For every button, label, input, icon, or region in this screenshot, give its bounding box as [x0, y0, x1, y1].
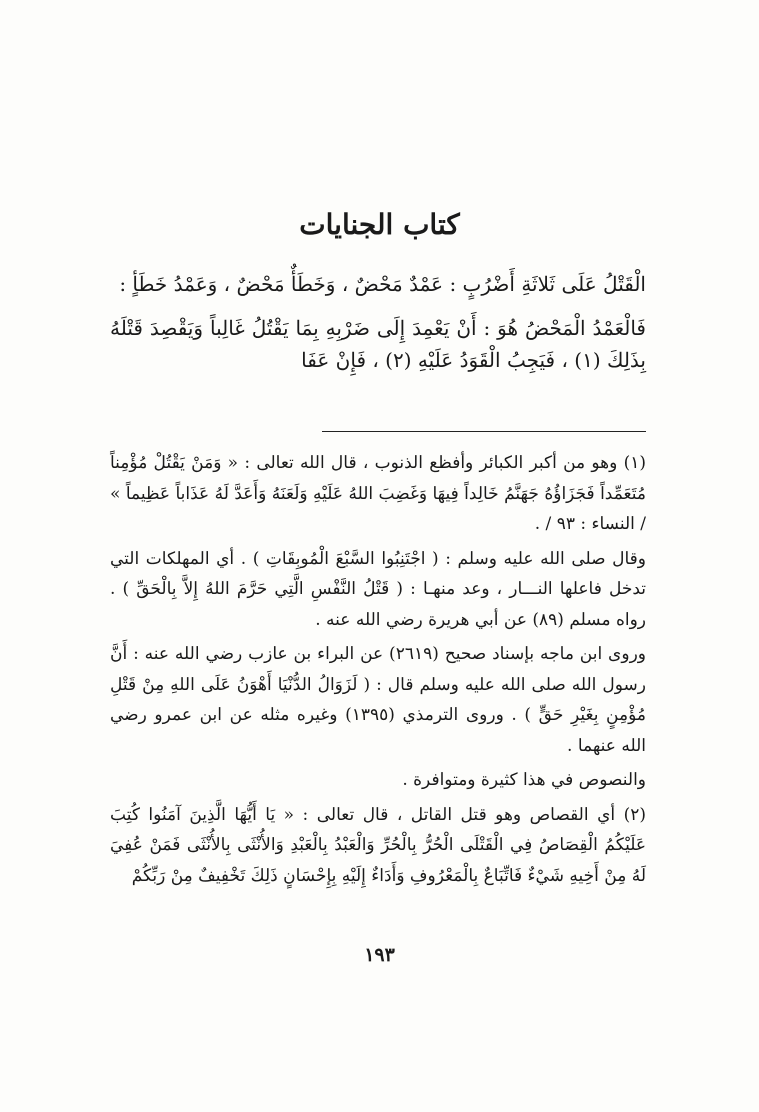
main-text	[110, 268, 646, 388]
page-number: ١٩٣	[364, 944, 395, 966]
footnote-divider	[322, 431, 646, 432]
main-paragraph-1: الْقَتْلُ عَلَى ثَلاثَةِ أَضْرُبٍ : عَمْدٌ مَحْضٌ ، وَخَطَأٌ مَحْضٌ ، وَعَمْدُ خَطَأٍ :	[119, 272, 646, 296]
footnote-2-paragraph-1: (٢) أي القصاص وهو قتل القاتل ، قال تعالى : « يَا أَيُّهَا الَّذِينَ آمَنُوا كُتِبَ عَلَيْكُمُ الْقِصَاصُ فِي الْقَتْلَى الْحُرُّ بِالْحُرِّ وَالْعَبْدُ بِالْعَبْدِ وَالأُنْثَى بِالأُنْثَى فَمَنْ عُفِيَ لَهُ مِنْ أَخِيهِ شَيْءٌ فَاتِّبَاعٌ بِالْمَعْرُوفِ وَأَدَاءٌ إِلَيْهِ بِإِحْسَانٍ ذَلِكَ تَخْفِيفٌ مِنْ رَبِّكُمْ	[110, 804, 646, 886]
main-paragraph-2: فَالْعَمْدُ الْمَحْضُ هُوَ : أَنْ يَعْمِدَ إِلَى ضَرْبِهِ بِمَا يَقْتُلُ غَالِباً وَيَقْصِدَ قَتْلَهُ بِذَلِكَ (١) ، فَيَجِبُ الْقَوَدُ عَلَيْهِ (٢) ، فَإِنْ عَفَا	[110, 316, 646, 372]
footnotes	[110, 448, 646, 895]
footnote-1-paragraph-3: وروى ابن ماجه بإسناد صحيح (٢٦١٩) عن البراء بن عازب رضي الله عنه : أَنَّ رسول الله صلى الله عليه وسلم قال : ( لَزَوَالُ الدُّنْيَا أَهْوَنُ عَلَى اللهِ مِنْ قَتْلِ مُؤْمِنٍ بِغَيْرِ حَقٍّ ) . وروى الترمذي (١٣٩٥) وغيره مثله عن ابن عمرو رضي الله عنهما .	[110, 644, 646, 756]
footnote-1-paragraph-4: والنصوص في هذا كثيرة ومتوافرة .	[402, 770, 646, 790]
chapter-title: كتاب الجنايات	[299, 208, 460, 241]
footnote-1-paragraph-2: وقال صلى الله عليه وسلم : ( اجْتَنِبُوا السَّبْعَ الْمُوبِقَاتِ ) . أي المهلكات التي تدخل فاعلها النـــار ، وعد منهـا : ( قَتْلُ النَّفْسِ الَّتِي حَرَّمَ اللهُ إِلاَّ بِالْحَقِّ ) . رواه مسلم (٨٩) عن أبي هريرة رضي الله عنه .	[110, 548, 646, 630]
footnote-1-paragraph-1: (١) وهو من أكبر الكبائر وأفظع الذنوب ، قال الله تعالى : « وَمَنْ يَقْتُلْ مُؤْمِناً مُتَعَمِّداً فَجَزَاؤُهُ جَهَنَّمُ خَالِداً فِيهَا وَغَضِبَ اللهُ عَلَيْهِ وَلَعَنَهُ وَأَعَدَّ لَهُ عَذَاباً عَظِيماً » / النساء : ٩٣ / .	[110, 453, 646, 534]
